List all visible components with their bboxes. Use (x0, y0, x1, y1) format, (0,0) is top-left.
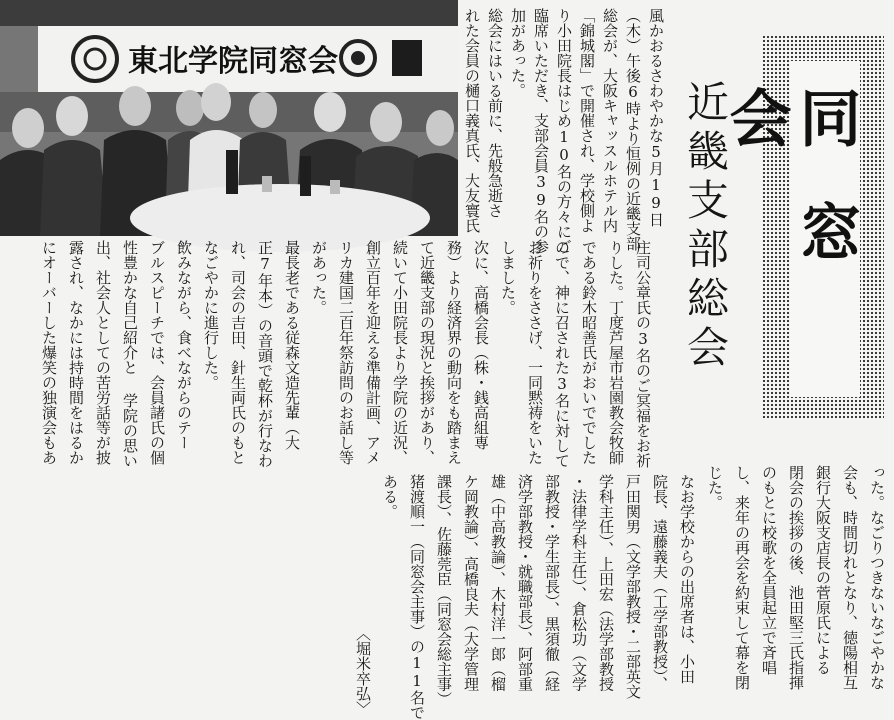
article-text-column: れた会員の樋口義真氏、大友寰氏 (463, 8, 481, 233)
article-text-column: 院長、遠藤義夫（工学部教授）、 (651, 474, 669, 692)
article-text-column: 性豊かな自己紹介と 学院の思い (121, 240, 139, 468)
article-text-column: なお学校からの出席者は、小田 (678, 474, 696, 684)
article-text-column: れ、司会の吉田、針生両氏のもと (229, 240, 247, 465)
article-text-column: 飲みながら、食べながらのテー (175, 240, 193, 450)
event-photo (0, 0, 458, 236)
article-attendees (349, 474, 700, 720)
article-text-column: ・法律学科主任）、倉松功（文学 (570, 474, 588, 692)
article-text-column: 銀行大阪支店長の菅原氏による (814, 465, 832, 675)
banner-text: 東北学院同窓会 (128, 44, 338, 79)
article-text-column: なごやかに進行した。 (202, 240, 220, 390)
article-text-column: 次に、高橋会長（株・銭高組専 (472, 240, 490, 450)
article-closing (701, 465, 890, 713)
article-text-column: 出、社会人としての苦労話等が披 (94, 240, 112, 465)
article-text-column: 会も、時間切れとなり、徳陽相互 (841, 465, 859, 690)
article-body (35, 240, 656, 470)
person-figure (40, 140, 108, 236)
article-text-column: 部教授・学生部長）、黒須徹（経 (543, 474, 561, 692)
article-text-column: 加があった。 (509, 8, 527, 98)
person-head (201, 83, 231, 121)
person-head (176, 90, 204, 126)
title-box (719, 35, 884, 419)
article-text-column: （木）午後6時より恒例の近畿支部 (624, 8, 642, 251)
article-text-column: 済学部教授・就職部長）、阿部重 (516, 474, 534, 692)
person-head (370, 102, 402, 142)
article-text-column: 最長老である従森文造先輩（大 (283, 240, 301, 450)
article-text-column: のもとに校歌を全員起立で斉唱 (760, 465, 778, 675)
article-text-column: ブルスピーチでは、会員諸氏の個 (148, 240, 166, 465)
bottle (226, 150, 238, 194)
banner-partial-glyph (392, 40, 422, 76)
article-text-column: リカ建国二百年祭訪問のお話し等 (337, 240, 355, 465)
person-head (12, 108, 44, 148)
article-text-column: 臨席いただき、支部会員39名の参 (532, 8, 550, 254)
person-head (314, 92, 346, 132)
article-text-column: 閉会の挨拶の後、池田堅三氏指揮 (787, 465, 805, 690)
article-text-column: 風かおるさわやかな5月19日 (647, 8, 665, 227)
article-text-column: 雄（中高教論）、木村洋一郎（榴 (489, 474, 507, 692)
article-text-column: じた。 (706, 465, 724, 510)
article-text-column: りした。丁度芦屋市岩園教会牧師 (607, 240, 625, 465)
article-text-column: 猪渡順一（同窓会主事）の11名で (408, 474, 426, 720)
article-text-column: 学科主任）、上田宏（法学部教授 (597, 474, 615, 692)
article-text-column: しました。 (499, 240, 517, 315)
article-text-column: 戸田関男（文学部教授・二部英文 (624, 474, 642, 699)
article-text-column: 総会にはいる前に、先般急逝さ (486, 8, 504, 218)
page-title: 同窓会 (719, 86, 862, 314)
article-text-column: があった。 (310, 240, 328, 315)
article-text-column: 露され、なかには持時間をはるか (67, 240, 85, 465)
article-text-column: お祈りをささげ、一同黙祷をいた (526, 240, 544, 465)
article-text-column: ある。 (381, 474, 399, 519)
person-head (119, 86, 151, 126)
article-text-column: 「錦城閣」で開催され、学校側よ (578, 8, 596, 233)
article-text-column: ので、神に召された3名に対して (553, 240, 571, 468)
article-text-column: 課長）、佐藤莞臣（同窓会総主事） (435, 474, 453, 707)
article-text-column: にオーバーした爆笑の独演会もあ (40, 240, 58, 465)
article-text-column: 庄司公章氏の3名のご冥福をお祈 (634, 240, 652, 468)
article-text-column: し、来年の再会を約束して幕を閉 (733, 465, 751, 690)
glass (330, 180, 340, 194)
article-lead (460, 8, 667, 254)
bottle (300, 156, 311, 196)
article-text-column: ケ岡教論）、高橋良夫（大学管理 (462, 474, 480, 692)
article-text-column: 正7年本）の音頭で乾杯が行なわ (256, 240, 274, 468)
article-text-column: 続いて小田院長より学院の近況、 (391, 240, 409, 465)
person-head (426, 110, 454, 146)
article-text-column: 総会が、大阪キャッスルホテル内 (601, 8, 619, 233)
author-byline: 〈堀米卒弘〉 (354, 626, 372, 716)
article-subtitle: 近畿支部総会 (681, 80, 730, 374)
glass (262, 176, 272, 192)
person-head (249, 92, 277, 128)
photo-ceiling (0, 0, 458, 26)
article-text-column: った。なごりつきないなごやかな (868, 465, 886, 690)
article-text-column: て近畿支部の現況と挨拶があり、 (418, 240, 436, 465)
title-inner (719, 61, 862, 397)
article-text-column: り小田院長はじめ10名の方々にご (555, 8, 573, 254)
article-text-column: 創立百年を迎える準備計画、アメ (364, 240, 382, 465)
article-text-column: 務）より経済界の動向をも踏まえ (445, 240, 463, 465)
school-emblem-inner-icon (351, 51, 365, 65)
person-head (56, 96, 88, 136)
article-text-column: である鈴木昭善氏がおいででした (580, 240, 598, 465)
